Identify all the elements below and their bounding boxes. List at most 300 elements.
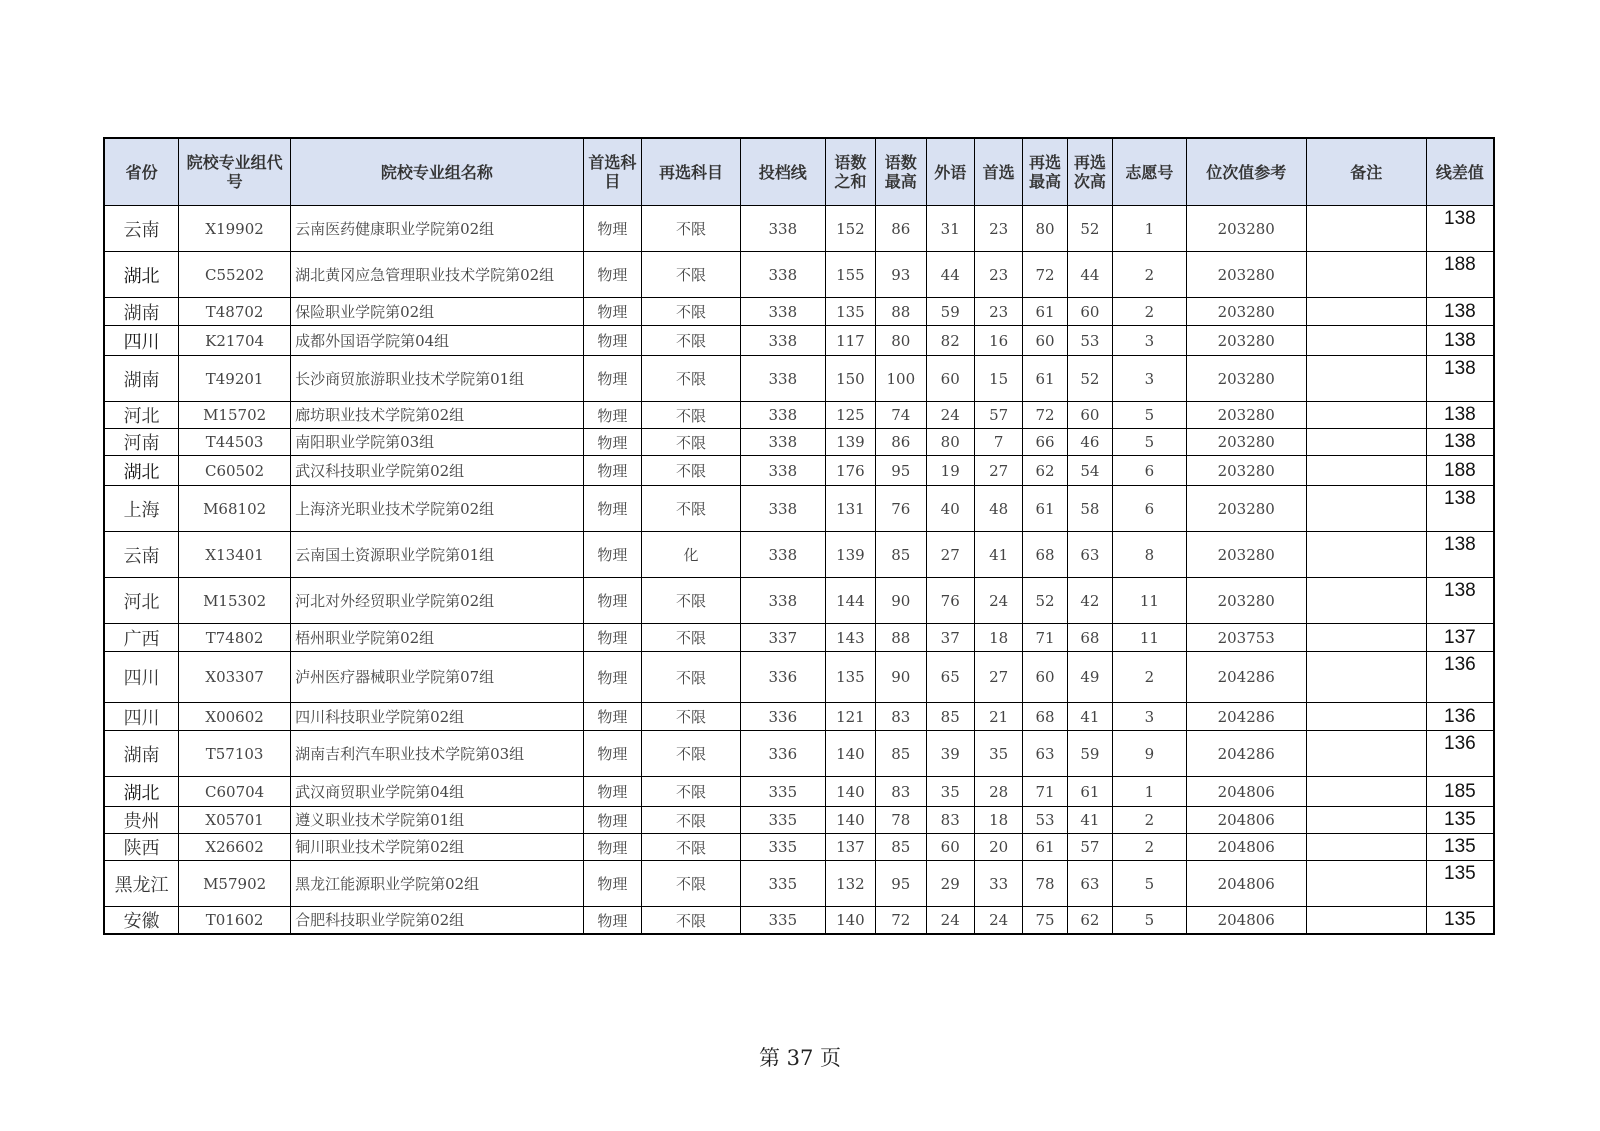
cell-group-name: 成都外国语学院第04组 xyxy=(291,326,584,356)
cell-re-max: 60 xyxy=(1023,326,1067,356)
cell-wish-no: 6 xyxy=(1113,456,1187,486)
cell-group-code: C60502 xyxy=(179,456,291,486)
cell-re-second: 60 xyxy=(1067,402,1112,429)
cell-province: 黑龙江 xyxy=(104,861,179,907)
cell-rank-ref: 204286 xyxy=(1186,703,1306,731)
cell-reselect-subject: 不限 xyxy=(642,298,741,326)
cell-first-subject: 物理 xyxy=(583,703,642,731)
cell-group-name: 保险职业学院第02组 xyxy=(291,298,584,326)
cell-rank-ref: 204806 xyxy=(1186,777,1306,807)
cell-remark xyxy=(1306,298,1426,326)
cell-reselect-subject: 不限 xyxy=(642,578,741,624)
cell-re-max: 71 xyxy=(1023,777,1067,807)
cell-line-diff: 138 xyxy=(1426,402,1494,429)
cell-re-max: 75 xyxy=(1023,907,1067,935)
cell-cm-max: 85 xyxy=(876,731,926,777)
cell-wish-no: 3 xyxy=(1113,703,1187,731)
cell-re-max: 66 xyxy=(1023,429,1067,456)
table-row xyxy=(104,907,1494,935)
cell-first: 23 xyxy=(974,298,1022,326)
cell-first: 28 xyxy=(974,777,1022,807)
cell-rank-ref: 203280 xyxy=(1186,252,1306,298)
cell-re-max: 68 xyxy=(1023,532,1067,578)
cell-first-subject: 物理 xyxy=(583,532,642,578)
cell-cm-sum: 140 xyxy=(825,731,875,777)
table-row xyxy=(104,456,1494,486)
cell-wish-no: 1 xyxy=(1113,206,1187,252)
cell-remark xyxy=(1306,907,1426,935)
cell-cutoff: 335 xyxy=(740,834,825,861)
table-row xyxy=(104,429,1494,456)
cell-re-second: 60 xyxy=(1067,298,1112,326)
cell-group-code: M68102 xyxy=(179,486,291,532)
cell-line-diff: 135 xyxy=(1426,861,1494,907)
cell-line-diff: 138 xyxy=(1426,326,1494,356)
cell-cutoff: 338 xyxy=(740,402,825,429)
cell-rank-ref: 203280 xyxy=(1186,402,1306,429)
cell-reselect-subject: 不限 xyxy=(642,486,741,532)
cell-province: 上海 xyxy=(104,486,179,532)
cell-foreign: 82 xyxy=(926,326,974,356)
cell-foreign: 60 xyxy=(926,834,974,861)
cell-cm-max: 93 xyxy=(876,252,926,298)
cell-cm-max: 90 xyxy=(876,652,926,703)
cell-rank-ref: 203280 xyxy=(1186,532,1306,578)
cell-foreign: 65 xyxy=(926,652,974,703)
cell-cm-sum: 155 xyxy=(825,252,875,298)
cell-group-code: C55202 xyxy=(179,252,291,298)
cell-line-diff: 135 xyxy=(1426,807,1494,834)
cell-first-subject: 物理 xyxy=(583,326,642,356)
cell-line-diff: 138 xyxy=(1426,532,1494,578)
cell-re-second: 63 xyxy=(1067,861,1112,907)
cell-remark xyxy=(1306,624,1426,652)
cell-wish-no: 9 xyxy=(1113,731,1187,777)
cell-group-name: 武汉商贸职业学院第04组 xyxy=(291,777,584,807)
cell-first-subject: 物理 xyxy=(583,807,642,834)
cell-re-second: 54 xyxy=(1067,456,1112,486)
cell-province: 安徽 xyxy=(104,907,179,935)
cell-first: 24 xyxy=(974,578,1022,624)
cell-re-max: 61 xyxy=(1023,356,1067,402)
cell-reselect-subject: 不限 xyxy=(642,731,741,777)
cell-cutoff: 338 xyxy=(740,326,825,356)
cell-cm-max: 88 xyxy=(876,298,926,326)
cell-province: 湖南 xyxy=(104,298,179,326)
cell-first: 24 xyxy=(974,907,1022,935)
table-row xyxy=(104,703,1494,731)
cell-cm-sum: 131 xyxy=(825,486,875,532)
cell-re-max: 61 xyxy=(1023,298,1067,326)
cell-first: 18 xyxy=(974,624,1022,652)
cell-re-second: 53 xyxy=(1067,326,1112,356)
cell-rank-ref: 203280 xyxy=(1186,429,1306,456)
header-cutoff: 投档线 xyxy=(740,138,825,206)
cell-re-max: 61 xyxy=(1023,834,1067,861)
cell-group-name: 云南国土资源职业学院第01组 xyxy=(291,532,584,578)
cell-remark xyxy=(1306,532,1426,578)
cell-cutoff: 337 xyxy=(740,624,825,652)
cell-cutoff: 336 xyxy=(740,731,825,777)
cell-re-second: 46 xyxy=(1067,429,1112,456)
cell-re-max: 60 xyxy=(1023,652,1067,703)
cell-cm-sum: 150 xyxy=(825,356,875,402)
cell-first: 16 xyxy=(974,326,1022,356)
cell-remark xyxy=(1306,429,1426,456)
cell-cutoff: 338 xyxy=(740,298,825,326)
cell-province: 湖北 xyxy=(104,456,179,486)
cell-reselect-subject: 不限 xyxy=(642,624,741,652)
cell-foreign: 31 xyxy=(926,206,974,252)
cell-group-code: T74802 xyxy=(179,624,291,652)
cell-remark xyxy=(1306,206,1426,252)
cell-group-code: C60704 xyxy=(179,777,291,807)
cell-province: 湖北 xyxy=(104,252,179,298)
cell-re-second: 52 xyxy=(1067,356,1112,402)
cell-first-subject: 物理 xyxy=(583,578,642,624)
cell-line-diff: 135 xyxy=(1426,907,1494,935)
cell-reselect-subject: 不限 xyxy=(642,777,741,807)
cell-first-subject: 物理 xyxy=(583,731,642,777)
cell-remark xyxy=(1306,486,1426,532)
cell-remark xyxy=(1306,456,1426,486)
table-row xyxy=(104,298,1494,326)
cell-remark xyxy=(1306,578,1426,624)
cell-first-subject: 物理 xyxy=(583,429,642,456)
cell-wish-no: 3 xyxy=(1113,356,1187,402)
cell-first-subject: 物理 xyxy=(583,777,642,807)
cell-first-subject: 物理 xyxy=(583,486,642,532)
cell-cm-max: 83 xyxy=(876,777,926,807)
cell-first: 18 xyxy=(974,807,1022,834)
cell-province: 湖北 xyxy=(104,777,179,807)
cell-group-name: 四川科技职业学院第02组 xyxy=(291,703,584,731)
cell-cutoff: 335 xyxy=(740,777,825,807)
cell-group-name: 湖南吉利汽车职业技术学院第03组 xyxy=(291,731,584,777)
cell-first: 7 xyxy=(974,429,1022,456)
cell-cm-sum: 135 xyxy=(825,298,875,326)
cell-cm-max: 76 xyxy=(876,486,926,532)
cell-rank-ref: 204286 xyxy=(1186,652,1306,703)
cell-cm-sum: 137 xyxy=(825,834,875,861)
cell-foreign: 24 xyxy=(926,907,974,935)
cell-foreign: 40 xyxy=(926,486,974,532)
header-reselect-subject: 再选科目 xyxy=(642,138,741,206)
cell-first-subject: 物理 xyxy=(583,252,642,298)
table-row xyxy=(104,777,1494,807)
cell-province: 湖南 xyxy=(104,356,179,402)
cell-wish-no: 8 xyxy=(1113,532,1187,578)
cell-re-second: 41 xyxy=(1067,807,1112,834)
cell-group-name: 南阳职业学院第03组 xyxy=(291,429,584,456)
cell-remark xyxy=(1306,326,1426,356)
cell-first: 48 xyxy=(974,486,1022,532)
cell-re-max: 53 xyxy=(1023,807,1067,834)
cell-remark xyxy=(1306,703,1426,731)
cell-first-subject: 物理 xyxy=(583,861,642,907)
cell-cm-sum: 132 xyxy=(825,861,875,907)
cell-first-subject: 物理 xyxy=(583,298,642,326)
cell-cutoff: 336 xyxy=(740,652,825,703)
cell-re-max: 61 xyxy=(1023,486,1067,532)
table-row xyxy=(104,731,1494,777)
cell-first-subject: 物理 xyxy=(583,907,642,935)
cell-re-second: 57 xyxy=(1067,834,1112,861)
header-foreign: 外语 xyxy=(926,138,974,206)
table-row xyxy=(104,356,1494,402)
cell-reselect-subject: 不限 xyxy=(642,356,741,402)
header-re-second: 再选次高 xyxy=(1067,138,1112,206)
cell-cm-sum: 140 xyxy=(825,777,875,807)
cell-province: 广西 xyxy=(104,624,179,652)
cell-reselect-subject: 不限 xyxy=(642,206,741,252)
cell-rank-ref: 203753 xyxy=(1186,624,1306,652)
cell-rank-ref: 204806 xyxy=(1186,834,1306,861)
cell-re-second: 58 xyxy=(1067,486,1112,532)
cell-foreign: 27 xyxy=(926,532,974,578)
cell-remark xyxy=(1306,834,1426,861)
cell-province: 云南 xyxy=(104,206,179,252)
cell-reselect-subject: 不限 xyxy=(642,703,741,731)
cell-cm-sum: 125 xyxy=(825,402,875,429)
cell-province: 河北 xyxy=(104,578,179,624)
header-line-diff: 线差值 xyxy=(1426,138,1494,206)
cell-reselect-subject: 不限 xyxy=(642,652,741,703)
cell-group-code: X13401 xyxy=(179,532,291,578)
cell-re-max: 72 xyxy=(1023,402,1067,429)
header-first: 首选 xyxy=(974,138,1022,206)
cell-first: 27 xyxy=(974,456,1022,486)
header-cm-max: 语数最高 xyxy=(876,138,926,206)
cell-cm-sum: 143 xyxy=(825,624,875,652)
cell-first-subject: 物理 xyxy=(583,834,642,861)
cell-foreign: 44 xyxy=(926,252,974,298)
header-group-code: 院校专业组代号 xyxy=(179,138,291,206)
cell-cutoff: 338 xyxy=(740,252,825,298)
table-row xyxy=(104,532,1494,578)
cell-cm-sum: 140 xyxy=(825,807,875,834)
cell-cutoff: 335 xyxy=(740,807,825,834)
table-row xyxy=(104,652,1494,703)
cell-reselect-subject: 化 xyxy=(642,532,741,578)
cell-line-diff: 136 xyxy=(1426,652,1494,703)
table-row xyxy=(104,402,1494,429)
cell-re-max: 68 xyxy=(1023,703,1067,731)
cell-cm-sum: 139 xyxy=(825,429,875,456)
cell-cutoff: 336 xyxy=(740,703,825,731)
cell-rank-ref: 204286 xyxy=(1186,731,1306,777)
table-body xyxy=(104,206,1494,935)
cell-foreign: 80 xyxy=(926,429,974,456)
cell-first: 23 xyxy=(974,252,1022,298)
cell-re-second: 63 xyxy=(1067,532,1112,578)
cell-re-max: 71 xyxy=(1023,624,1067,652)
header-group-name: 院校专业组名称 xyxy=(291,138,584,206)
cell-rank-ref: 203280 xyxy=(1186,356,1306,402)
cell-wish-no: 11 xyxy=(1113,578,1187,624)
cell-first: 35 xyxy=(974,731,1022,777)
cell-group-code: T44503 xyxy=(179,429,291,456)
cell-group-name: 黑龙江能源职业学院第02组 xyxy=(291,861,584,907)
cell-group-name: 合肥科技职业学院第02组 xyxy=(291,907,584,935)
cell-reselect-subject: 不限 xyxy=(642,456,741,486)
cell-cm-sum: 176 xyxy=(825,456,875,486)
header-wish-no: 志愿号 xyxy=(1113,138,1187,206)
cell-first-subject: 物理 xyxy=(583,356,642,402)
table-row xyxy=(104,578,1494,624)
cell-cm-sum: 139 xyxy=(825,532,875,578)
cell-line-diff: 138 xyxy=(1426,298,1494,326)
cell-province: 云南 xyxy=(104,532,179,578)
table-row xyxy=(104,807,1494,834)
cell-group-name: 遵义职业技术学院第01组 xyxy=(291,807,584,834)
cell-wish-no: 2 xyxy=(1113,298,1187,326)
cell-province: 四川 xyxy=(104,326,179,356)
table-row xyxy=(104,252,1494,298)
cell-cutoff: 338 xyxy=(740,456,825,486)
cell-line-diff: 136 xyxy=(1426,731,1494,777)
cell-cm-max: 85 xyxy=(876,834,926,861)
cell-group-code: K21704 xyxy=(179,326,291,356)
cell-wish-no: 3 xyxy=(1113,326,1187,356)
cell-re-second: 61 xyxy=(1067,777,1112,807)
cell-first-subject: 物理 xyxy=(583,456,642,486)
cell-first-subject: 物理 xyxy=(583,652,642,703)
cell-re-max: 52 xyxy=(1023,578,1067,624)
cell-wish-no: 2 xyxy=(1113,252,1187,298)
page-number: 第 37 页 xyxy=(758,1046,842,1070)
cell-cm-max: 72 xyxy=(876,907,926,935)
cell-rank-ref: 203280 xyxy=(1186,298,1306,326)
cell-wish-no: 5 xyxy=(1113,429,1187,456)
cell-group-code: X05701 xyxy=(179,807,291,834)
cell-group-code: X03307 xyxy=(179,652,291,703)
cell-group-name: 廊坊职业技术学院第02组 xyxy=(291,402,584,429)
cell-rank-ref: 203280 xyxy=(1186,206,1306,252)
cell-reselect-subject: 不限 xyxy=(642,907,741,935)
cell-group-code: M57902 xyxy=(179,861,291,907)
cell-cutoff: 338 xyxy=(740,206,825,252)
table-row xyxy=(104,206,1494,252)
cell-cutoff: 338 xyxy=(740,578,825,624)
cell-cm-max: 95 xyxy=(876,861,926,907)
cell-re-max: 80 xyxy=(1023,206,1067,252)
cell-foreign: 39 xyxy=(926,731,974,777)
cell-cm-max: 90 xyxy=(876,578,926,624)
cell-re-second: 52 xyxy=(1067,206,1112,252)
cell-first-subject: 物理 xyxy=(583,206,642,252)
cell-re-second: 62 xyxy=(1067,907,1112,935)
cell-group-name: 铜川职业技术学院第02组 xyxy=(291,834,584,861)
cell-group-code: T48702 xyxy=(179,298,291,326)
cell-line-diff: 188 xyxy=(1426,252,1494,298)
cell-province: 湖南 xyxy=(104,731,179,777)
cell-re-second: 41 xyxy=(1067,703,1112,731)
cell-line-diff: 188 xyxy=(1426,456,1494,486)
admission-table xyxy=(103,137,1495,935)
cell-remark xyxy=(1306,861,1426,907)
cell-cm-sum: 152 xyxy=(825,206,875,252)
cell-group-name: 泸州医疗器械职业学院第07组 xyxy=(291,652,584,703)
cell-cm-sum: 140 xyxy=(825,907,875,935)
cell-rank-ref: 203280 xyxy=(1186,486,1306,532)
cell-first: 41 xyxy=(974,532,1022,578)
cell-cutoff: 335 xyxy=(740,907,825,935)
cell-cm-sum: 121 xyxy=(825,703,875,731)
cell-re-max: 63 xyxy=(1023,731,1067,777)
cell-foreign: 76 xyxy=(926,578,974,624)
cell-cm-max: 88 xyxy=(876,624,926,652)
cell-foreign: 35 xyxy=(926,777,974,807)
cell-line-diff: 135 xyxy=(1426,834,1494,861)
cell-remark xyxy=(1306,356,1426,402)
cell-reselect-subject: 不限 xyxy=(642,252,741,298)
cell-group-name: 武汉科技职业学院第02组 xyxy=(291,456,584,486)
cell-re-second: 59 xyxy=(1067,731,1112,777)
cell-rank-ref: 203280 xyxy=(1186,578,1306,624)
cell-first-subject: 物理 xyxy=(583,624,642,652)
cell-wish-no: 1 xyxy=(1113,777,1187,807)
cell-reselect-subject: 不限 xyxy=(642,861,741,907)
cell-cm-sum: 117 xyxy=(825,326,875,356)
cell-cm-max: 74 xyxy=(876,402,926,429)
cell-cm-max: 95 xyxy=(876,456,926,486)
cell-re-second: 68 xyxy=(1067,624,1112,652)
cell-province: 贵州 xyxy=(104,807,179,834)
cell-cutoff: 335 xyxy=(740,861,825,907)
table-row xyxy=(104,326,1494,356)
cell-group-code: T57103 xyxy=(179,731,291,777)
cell-first-subject: 物理 xyxy=(583,402,642,429)
header-rank-ref: 位次值参考 xyxy=(1186,138,1306,206)
cell-group-name: 湖北黄冈应急管理职业技术学院第02组 xyxy=(291,252,584,298)
cell-rank-ref: 203280 xyxy=(1186,456,1306,486)
cell-cutoff: 338 xyxy=(740,532,825,578)
cell-remark xyxy=(1306,652,1426,703)
cell-group-code: T01602 xyxy=(179,907,291,935)
cell-first: 23 xyxy=(974,206,1022,252)
cell-rank-ref: 204806 xyxy=(1186,807,1306,834)
cell-re-second: 49 xyxy=(1067,652,1112,703)
cell-foreign: 83 xyxy=(926,807,974,834)
cell-group-code: M15702 xyxy=(179,402,291,429)
cell-foreign: 59 xyxy=(926,298,974,326)
header-cm-sum: 语数之和 xyxy=(825,138,875,206)
cell-first: 57 xyxy=(974,402,1022,429)
cell-province: 四川 xyxy=(104,703,179,731)
cell-cm-max: 100 xyxy=(876,356,926,402)
cell-re-max: 78 xyxy=(1023,861,1067,907)
cell-re-second: 42 xyxy=(1067,578,1112,624)
cell-group-name: 长沙商贸旅游职业技术学院第01组 xyxy=(291,356,584,402)
cell-re-max: 72 xyxy=(1023,252,1067,298)
cell-remark xyxy=(1306,777,1426,807)
cell-province: 河南 xyxy=(104,429,179,456)
cell-wish-no: 2 xyxy=(1113,652,1187,703)
cell-line-diff: 138 xyxy=(1426,578,1494,624)
cell-line-diff: 185 xyxy=(1426,777,1494,807)
cell-line-diff: 137 xyxy=(1426,624,1494,652)
cell-reselect-subject: 不限 xyxy=(642,429,741,456)
cell-remark xyxy=(1306,402,1426,429)
cell-cm-max: 80 xyxy=(876,326,926,356)
cell-wish-no: 5 xyxy=(1113,402,1187,429)
cell-cutoff: 338 xyxy=(740,486,825,532)
cell-rank-ref: 204806 xyxy=(1186,907,1306,935)
cell-line-diff: 138 xyxy=(1426,356,1494,402)
table-row xyxy=(104,624,1494,652)
header-re-max: 再选最高 xyxy=(1023,138,1067,206)
